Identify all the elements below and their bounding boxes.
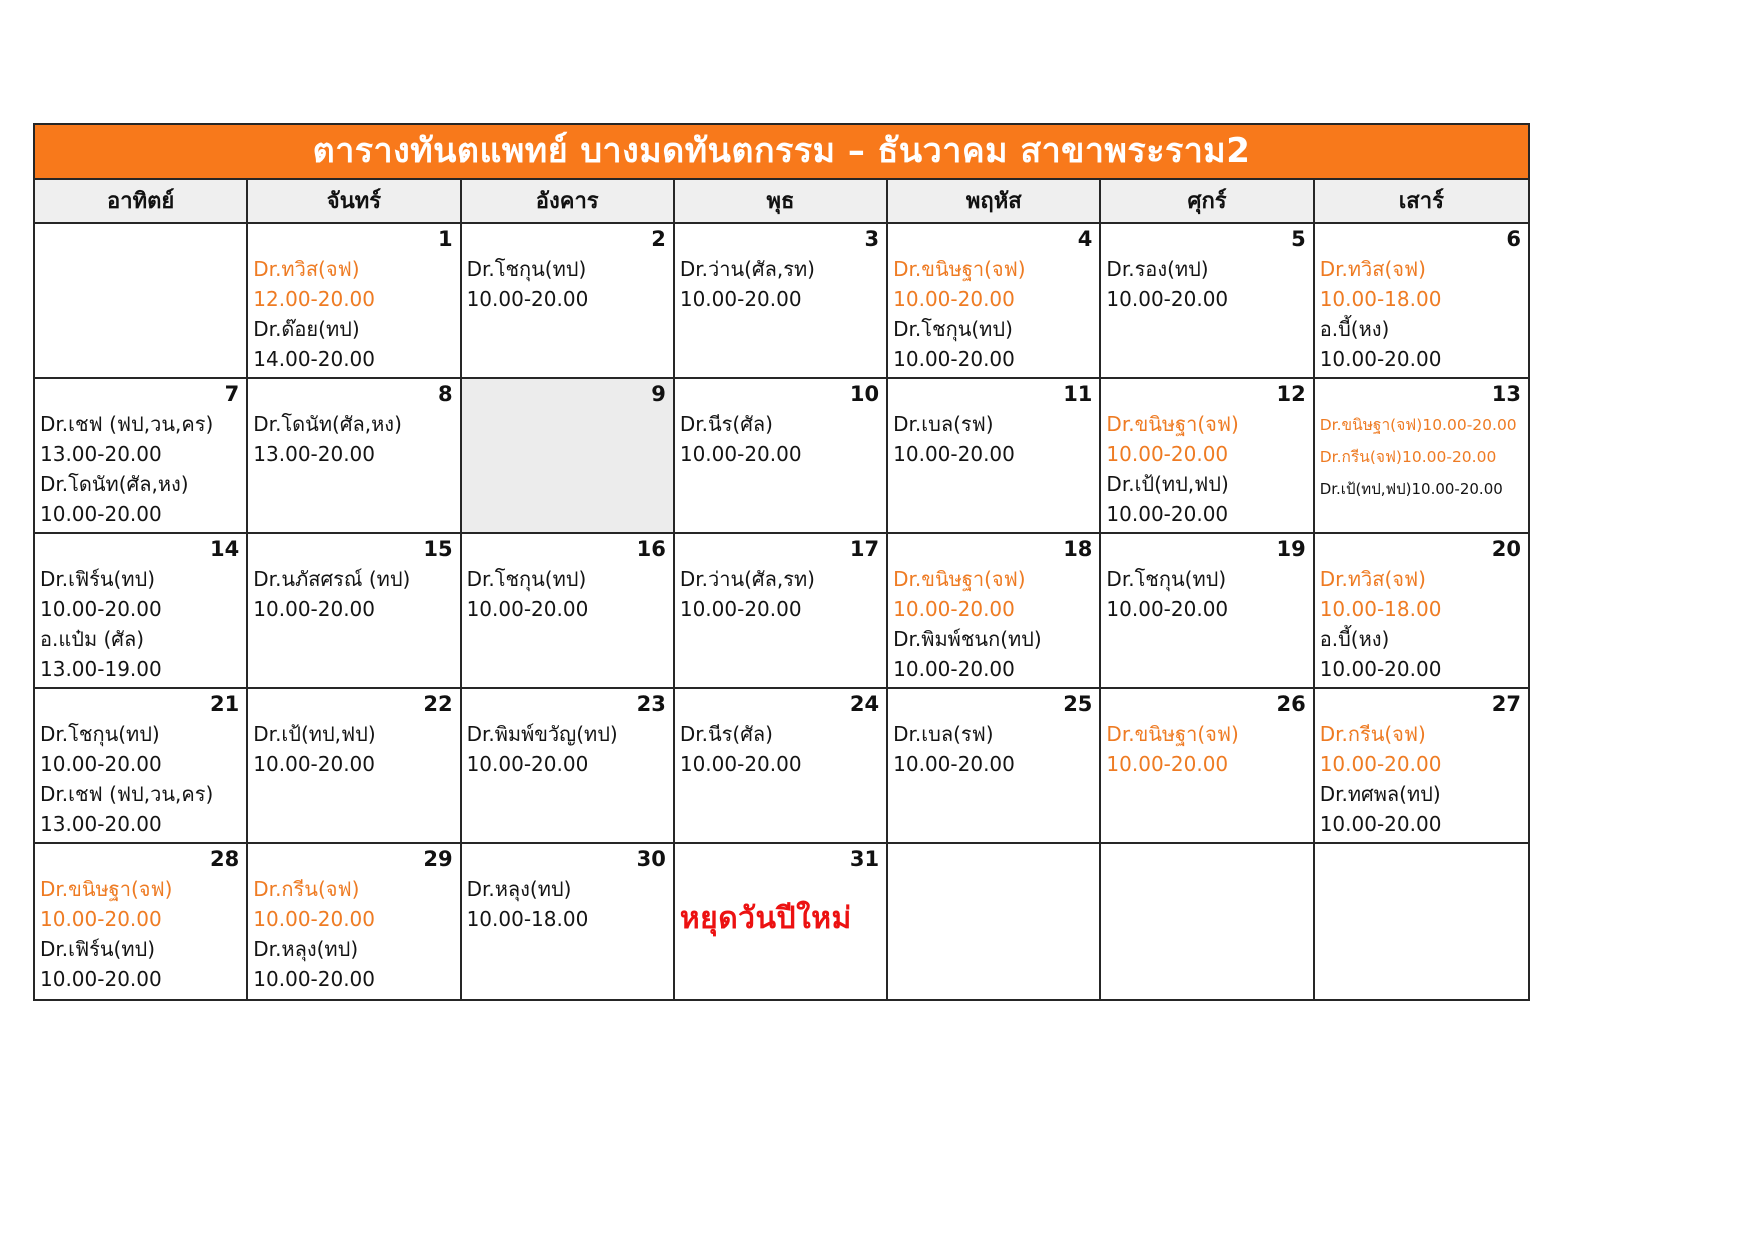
schedule-line: Dr.เฟิร์น(ทป) xyxy=(40,567,156,591)
day-cell-31 xyxy=(675,844,888,999)
day-number: 17 xyxy=(849,537,880,561)
day-number: 29 xyxy=(423,847,453,871)
schedule-line: Dr.โชกุน(ทป) xyxy=(466,257,587,281)
day-number: 12 xyxy=(1276,382,1306,406)
schedule-line: Dr.โชกุน(ทป) xyxy=(466,567,587,591)
holiday-label: หยุดวันปีใหม่ xyxy=(679,901,852,936)
day-number: 15 xyxy=(423,537,453,561)
day-cell-18 xyxy=(888,534,1101,689)
schedule-line: 10.00-20.00 xyxy=(1106,442,1229,466)
schedule-line: Dr.พิมพ์ชนก(ทป) xyxy=(893,627,1042,651)
schedule-line: Dr.นีร(ศัล) xyxy=(679,412,773,436)
schedule-line: 10.00-18.00 xyxy=(1319,287,1442,311)
schedule-line: 10.00-18.00 xyxy=(1319,597,1442,621)
schedule-line: Dr.เป้(ทป,ฟป) xyxy=(1106,472,1229,496)
schedule-line: 13.00-20.00 xyxy=(40,442,162,466)
day-number: 2 xyxy=(651,227,666,251)
dow-header-wednesday: พุธ xyxy=(675,180,888,224)
schedule-line: 10.00-20.00 xyxy=(893,287,1015,311)
day-number: 11 xyxy=(1063,382,1093,406)
schedule-line: Dr.ทวิส(จฟ) xyxy=(1319,567,1426,591)
schedule-line: 10.00-20.00 xyxy=(679,597,802,621)
day-cell-11 xyxy=(888,379,1101,534)
day-number: 31 xyxy=(849,847,880,871)
schedule-line: Dr.ขนิษฐา(จฟ) xyxy=(1106,412,1239,436)
schedule-line: Dr.โดนัท(ศัล,หง) xyxy=(40,472,189,496)
schedule-line: 10.00-20.00 xyxy=(679,752,802,776)
schedule-line: 10.00-20.00 xyxy=(1319,657,1442,681)
schedule-line: Dr.หลุง(ทป) xyxy=(466,877,572,901)
day-cell-4 xyxy=(888,224,1101,379)
schedule-line: 10.00-20.00 xyxy=(1319,752,1442,776)
day-number xyxy=(1106,844,1308,874)
day-number: 3 xyxy=(864,227,880,251)
schedule-line: อ.บี้(หง) xyxy=(1319,317,1390,341)
schedule-line: 10.00-20.00 xyxy=(40,967,162,991)
day-cell-2 xyxy=(462,224,675,379)
schedule-line: Dr.นีร(ศัล) xyxy=(679,722,773,746)
day-cell-20 xyxy=(1315,534,1528,689)
day-cell-23 xyxy=(462,689,675,844)
schedule-line: 13.00-20.00 xyxy=(253,442,376,466)
day-cell-10 xyxy=(675,379,888,534)
schedule-line: 10.00-20.00 xyxy=(679,287,802,311)
schedule-line: Dr.เป้(ทป,ฟป)10.00-20.00 xyxy=(1319,480,1503,498)
schedule-line: Dr.เป้(ทป,ฟป) xyxy=(253,722,376,746)
day-cell-empty xyxy=(1101,844,1314,999)
calendar-title: ตารางทันตแพทย์ บางมดทันตกรรม – ธันวาคม สาขาพระราม2 xyxy=(35,125,1528,180)
schedule-line: 13.00-19.00 xyxy=(40,657,162,681)
day-number: 9 xyxy=(651,382,666,406)
dow-header-monday: จันทร์ xyxy=(248,180,461,224)
day-number: 19 xyxy=(1276,537,1306,561)
day-cell-empty xyxy=(1315,844,1528,999)
day-cell-19 xyxy=(1101,534,1314,689)
schedule-line: 10.00-20.00 xyxy=(1106,752,1229,776)
calendar-grid xyxy=(35,224,1528,999)
schedule-line: 10.00-20.00 xyxy=(253,967,376,991)
day-number: 28 xyxy=(210,847,240,871)
schedule-line: Dr.ขนิษฐา(จฟ)10.00-20.00 xyxy=(1319,416,1517,434)
day-number: 20 xyxy=(1491,537,1521,561)
dentist-schedule-calendar xyxy=(33,123,1530,1001)
day-number xyxy=(40,224,242,254)
day-cell-9 xyxy=(462,379,675,534)
schedule-line: 12.00-20.00 xyxy=(253,287,376,311)
schedule-line: อ.บี้(หง) xyxy=(1319,627,1390,651)
day-cell-empty xyxy=(35,224,248,379)
schedule-line: Dr.ทวิส(จฟ) xyxy=(1319,257,1426,281)
day-cell-14 xyxy=(35,534,248,689)
schedule-line: 10.00-20.00 xyxy=(1106,287,1229,311)
day-cell-8 xyxy=(248,379,461,534)
day-cell-17 xyxy=(675,534,888,689)
schedule-line: 13.00-20.00 xyxy=(40,812,162,836)
day-cell-13 xyxy=(1315,379,1528,534)
schedule-line: 10.00-20.00 xyxy=(466,597,589,621)
schedule-line: 10.00-20.00 xyxy=(40,907,162,931)
schedule-line: 10.00-20.00 xyxy=(1106,597,1229,621)
schedule-line: 10.00-20.00 xyxy=(253,752,376,776)
schedule-line: Dr.นภัสศรณ์ (ทป) xyxy=(253,567,411,591)
schedule-line: Dr.โชกุน(ทป) xyxy=(1106,567,1227,591)
day-number: 4 xyxy=(1077,227,1093,251)
schedule-line: Dr.โชกุน(ทป) xyxy=(893,317,1013,341)
schedule-line: 10.00-20.00 xyxy=(1319,812,1442,836)
day-number: 14 xyxy=(210,537,240,561)
day-cell-29 xyxy=(248,844,461,999)
schedule-line: Dr.เชฟ (ฟป,วน,คร) xyxy=(40,782,214,806)
schedule-line: Dr.ทศพล(ทป) xyxy=(1319,782,1441,806)
schedule-line: Dr.เฟิร์น(ทป) xyxy=(40,937,156,961)
schedule-line: Dr.ว่าน(ศัล,รท) xyxy=(679,257,815,281)
day-cell-6 xyxy=(1315,224,1528,379)
schedule-line: Dr.เบล(รฟ) xyxy=(893,722,994,746)
schedule-line: Dr.ด๊อย(ทป) xyxy=(253,317,360,341)
day-number: 13 xyxy=(1491,382,1521,406)
schedule-line: 10.00-20.00 xyxy=(893,752,1015,776)
schedule-line: Dr.ขนิษฐา(จฟ) xyxy=(893,257,1026,281)
day-number: 27 xyxy=(1491,692,1521,716)
day-cell-28 xyxy=(35,844,248,999)
day-number: 24 xyxy=(849,692,880,716)
schedule-line: Dr.ขนิษฐา(จฟ) xyxy=(40,877,173,901)
schedule-line: Dr.ขนิษฐา(จฟ) xyxy=(893,567,1026,591)
dow-header-tuesday: อังคาร xyxy=(462,180,675,224)
schedule-line: 10.00-20.00 xyxy=(466,287,589,311)
day-cell-5 xyxy=(1101,224,1314,379)
schedule-line: Dr.พิมพ์ขวัญ(ทป) xyxy=(466,722,618,746)
day-number xyxy=(1320,844,1524,874)
dow-header-thursday: พฤหัส xyxy=(888,180,1101,224)
day-of-week-header-row xyxy=(35,180,1528,224)
schedule-line: 10.00-20.00 xyxy=(253,597,376,621)
schedule-line: Dr.โชกุน(ทป) xyxy=(40,722,160,746)
day-cell-empty xyxy=(888,844,1101,999)
schedule-line: Dr.ว่าน(ศัล,รท) xyxy=(679,567,815,591)
day-cell-24 xyxy=(675,689,888,844)
schedule-line: Dr.กรีน(จฟ)10.00-20.00 xyxy=(1319,448,1497,466)
schedule-line: Dr.ขนิษฐา(จฟ) xyxy=(1106,722,1239,746)
day-number: 5 xyxy=(1291,227,1306,251)
dow-header-saturday: เสาร์ xyxy=(1315,180,1528,224)
schedule-line: 10.00-20.00 xyxy=(893,442,1015,466)
schedule-line: Dr.โดนัท(ศัล,หง) xyxy=(253,412,402,436)
schedule-line: Dr.ทวิส(จฟ) xyxy=(253,257,360,281)
schedule-line: 10.00-20.00 xyxy=(40,597,162,621)
day-number: 16 xyxy=(636,537,666,561)
day-cell-12 xyxy=(1101,379,1314,534)
schedule-line: Dr.หลุง(ทป) xyxy=(253,937,359,961)
day-number: 8 xyxy=(437,382,453,406)
day-number: 21 xyxy=(210,692,240,716)
schedule-line: 10.00-18.00 xyxy=(466,907,589,931)
schedule-line: Dr.เบล(รฟ) xyxy=(893,412,994,436)
day-number: 6 xyxy=(1506,227,1521,251)
day-cell-26 xyxy=(1101,689,1314,844)
day-number: 23 xyxy=(636,692,666,716)
schedule-line: 10.00-20.00 xyxy=(1106,502,1229,526)
day-number: 10 xyxy=(849,382,880,406)
schedule-line: 10.00-20.00 xyxy=(253,907,376,931)
schedule-line: Dr.รอง(ทป) xyxy=(1106,257,1209,281)
schedule-line: Dr.กรีน(จฟ) xyxy=(1319,722,1426,746)
dow-header-sunday: อาทิตย์ xyxy=(35,180,248,224)
day-number: 18 xyxy=(1063,537,1093,561)
schedule-line: 10.00-20.00 xyxy=(679,442,802,466)
schedule-line: 10.00-20.00 xyxy=(893,347,1015,371)
day-number: 25 xyxy=(1063,692,1093,716)
schedule-line: 10.00-20.00 xyxy=(1319,347,1442,371)
day-number: 1 xyxy=(437,227,453,251)
day-cell-16 xyxy=(462,534,675,689)
day-number xyxy=(893,844,1095,874)
schedule-line: 10.00-20.00 xyxy=(466,752,589,776)
schedule-line: Dr.เชฟ (ฟป,วน,คร) xyxy=(40,412,214,436)
day-number: 30 xyxy=(636,847,666,871)
day-cell-22 xyxy=(248,689,461,844)
day-cell-25 xyxy=(888,689,1101,844)
day-cell-21 xyxy=(35,689,248,844)
schedule-line: 10.00-20.00 xyxy=(893,597,1015,621)
day-cell-27 xyxy=(1315,689,1528,844)
day-cell-1 xyxy=(248,224,461,379)
day-cell-7 xyxy=(35,379,248,534)
day-number: 26 xyxy=(1276,692,1306,716)
dow-header-friday: ศุกร์ xyxy=(1101,180,1314,224)
schedule-line: 10.00-20.00 xyxy=(893,657,1015,681)
schedule-line: 10.00-20.00 xyxy=(40,752,162,776)
schedule-line: 14.00-20.00 xyxy=(253,347,376,371)
schedule-line: อ.แป๋ม (ศัล) xyxy=(40,627,145,651)
day-cell-15 xyxy=(248,534,461,689)
schedule-line: Dr.กรีน(จฟ) xyxy=(253,877,360,901)
day-cell-30 xyxy=(462,844,675,999)
schedule-line: 10.00-20.00 xyxy=(40,502,162,526)
day-number: 22 xyxy=(423,692,453,716)
day-cell-3 xyxy=(675,224,888,379)
day-number: 7 xyxy=(224,382,240,406)
